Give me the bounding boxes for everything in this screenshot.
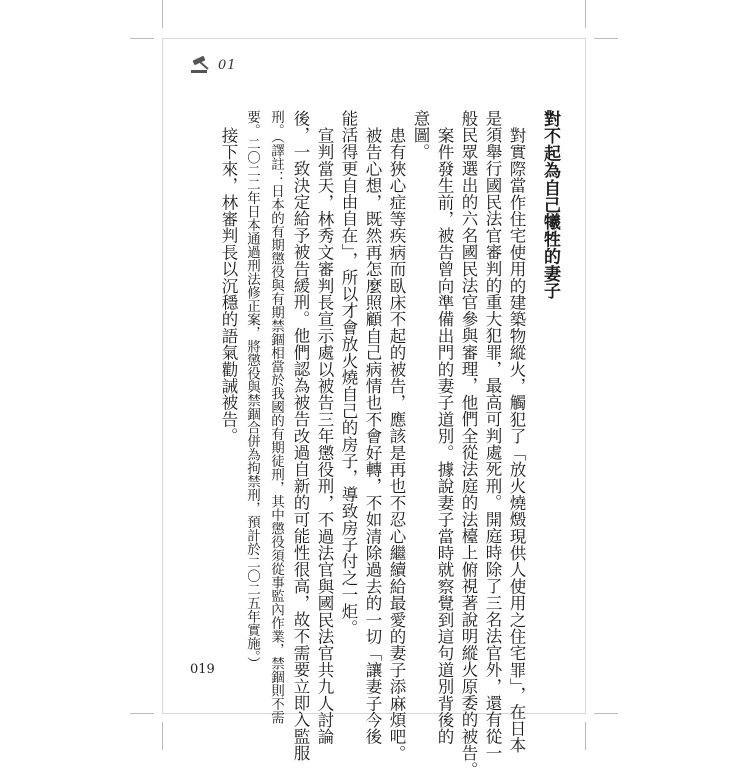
crop-mark-bottom-left-v <box>162 722 163 750</box>
gavel-icon <box>190 56 216 74</box>
crop-mark-top-left-v <box>162 0 163 28</box>
text-column: 般民眾選出的六名國民法官參與審理，他們全從法庭的法檯上俯視著說明縱火原委的被告。 <box>459 110 478 778</box>
body-text <box>216 110 562 778</box>
text-column: 是須舉行國民法官審判的重大犯罪，最高可判處死刑。開庭時除了三名法官外，還有從一 <box>483 110 502 762</box>
text-column: 後，一致決定給予被告緩刑。他們認為被告改過自新的可能性很高，故不需要立即入監服 <box>291 110 310 762</box>
translator-note-column: 刑。（譯註：日本的有期懲役與有期禁錮相當於我國的有期徒刑，其中懲役須從事監內作業，禁錮則不需 <box>268 110 284 725</box>
translator-note-column: 要。二〇二二年日本通過刑法修正案，將懲役與禁錮合併為拘禁刑，預計於二〇二五年實施。） <box>244 110 260 671</box>
crop-mark-bottom-left-h <box>130 713 154 714</box>
crop-mark-top-right-h <box>594 38 618 39</box>
text-column: 能活得更自由自在」，所以才會放火燒自己的房子，導致房子付之一炬。 <box>339 110 358 637</box>
crop-mark-top-left-h <box>130 38 154 39</box>
crop-mark-bottom-right-v <box>585 722 586 750</box>
crop-mark-bottom-right-h <box>594 713 618 714</box>
text-column: 宣判當天，林秀文審判長宣示處以被告三年懲役刑，不過法官與國民法官共九人討論 <box>315 126 334 745</box>
text-column: 被告心想，既然再怎麼照顧自己病情也不會好轉，不如清除過去的一切「讓妻子今後 <box>363 126 382 745</box>
text-column: 患有狹心症等疾病而臥床不起的被告，應該是再也不忍心繼續給最愛的妻子添麻煩吧。 <box>387 126 406 762</box>
text-column: 意圖。 <box>411 110 430 161</box>
text-column: 對實際當作住宅使用的建築物縱火，觸犯了「放火燒燬現供人使用之住宅罪」，在日本 <box>507 126 526 753</box>
chapter-number: 01 <box>218 57 237 73</box>
text-column: 接下來，林審判長以沉穩的語氣勸誡被告。 <box>219 126 238 444</box>
page-number: 019 <box>190 662 215 677</box>
crop-mark-top-right-v <box>585 0 586 28</box>
text-column: 案件發生前，被告曾向準備出門的妻子道別。據說妻子當時就察覺到這句道別背後的 <box>435 126 454 745</box>
chapter-heading: 對不起為自己犧牲的妻子 <box>540 110 560 300</box>
chapter-marker <box>190 54 237 76</box>
